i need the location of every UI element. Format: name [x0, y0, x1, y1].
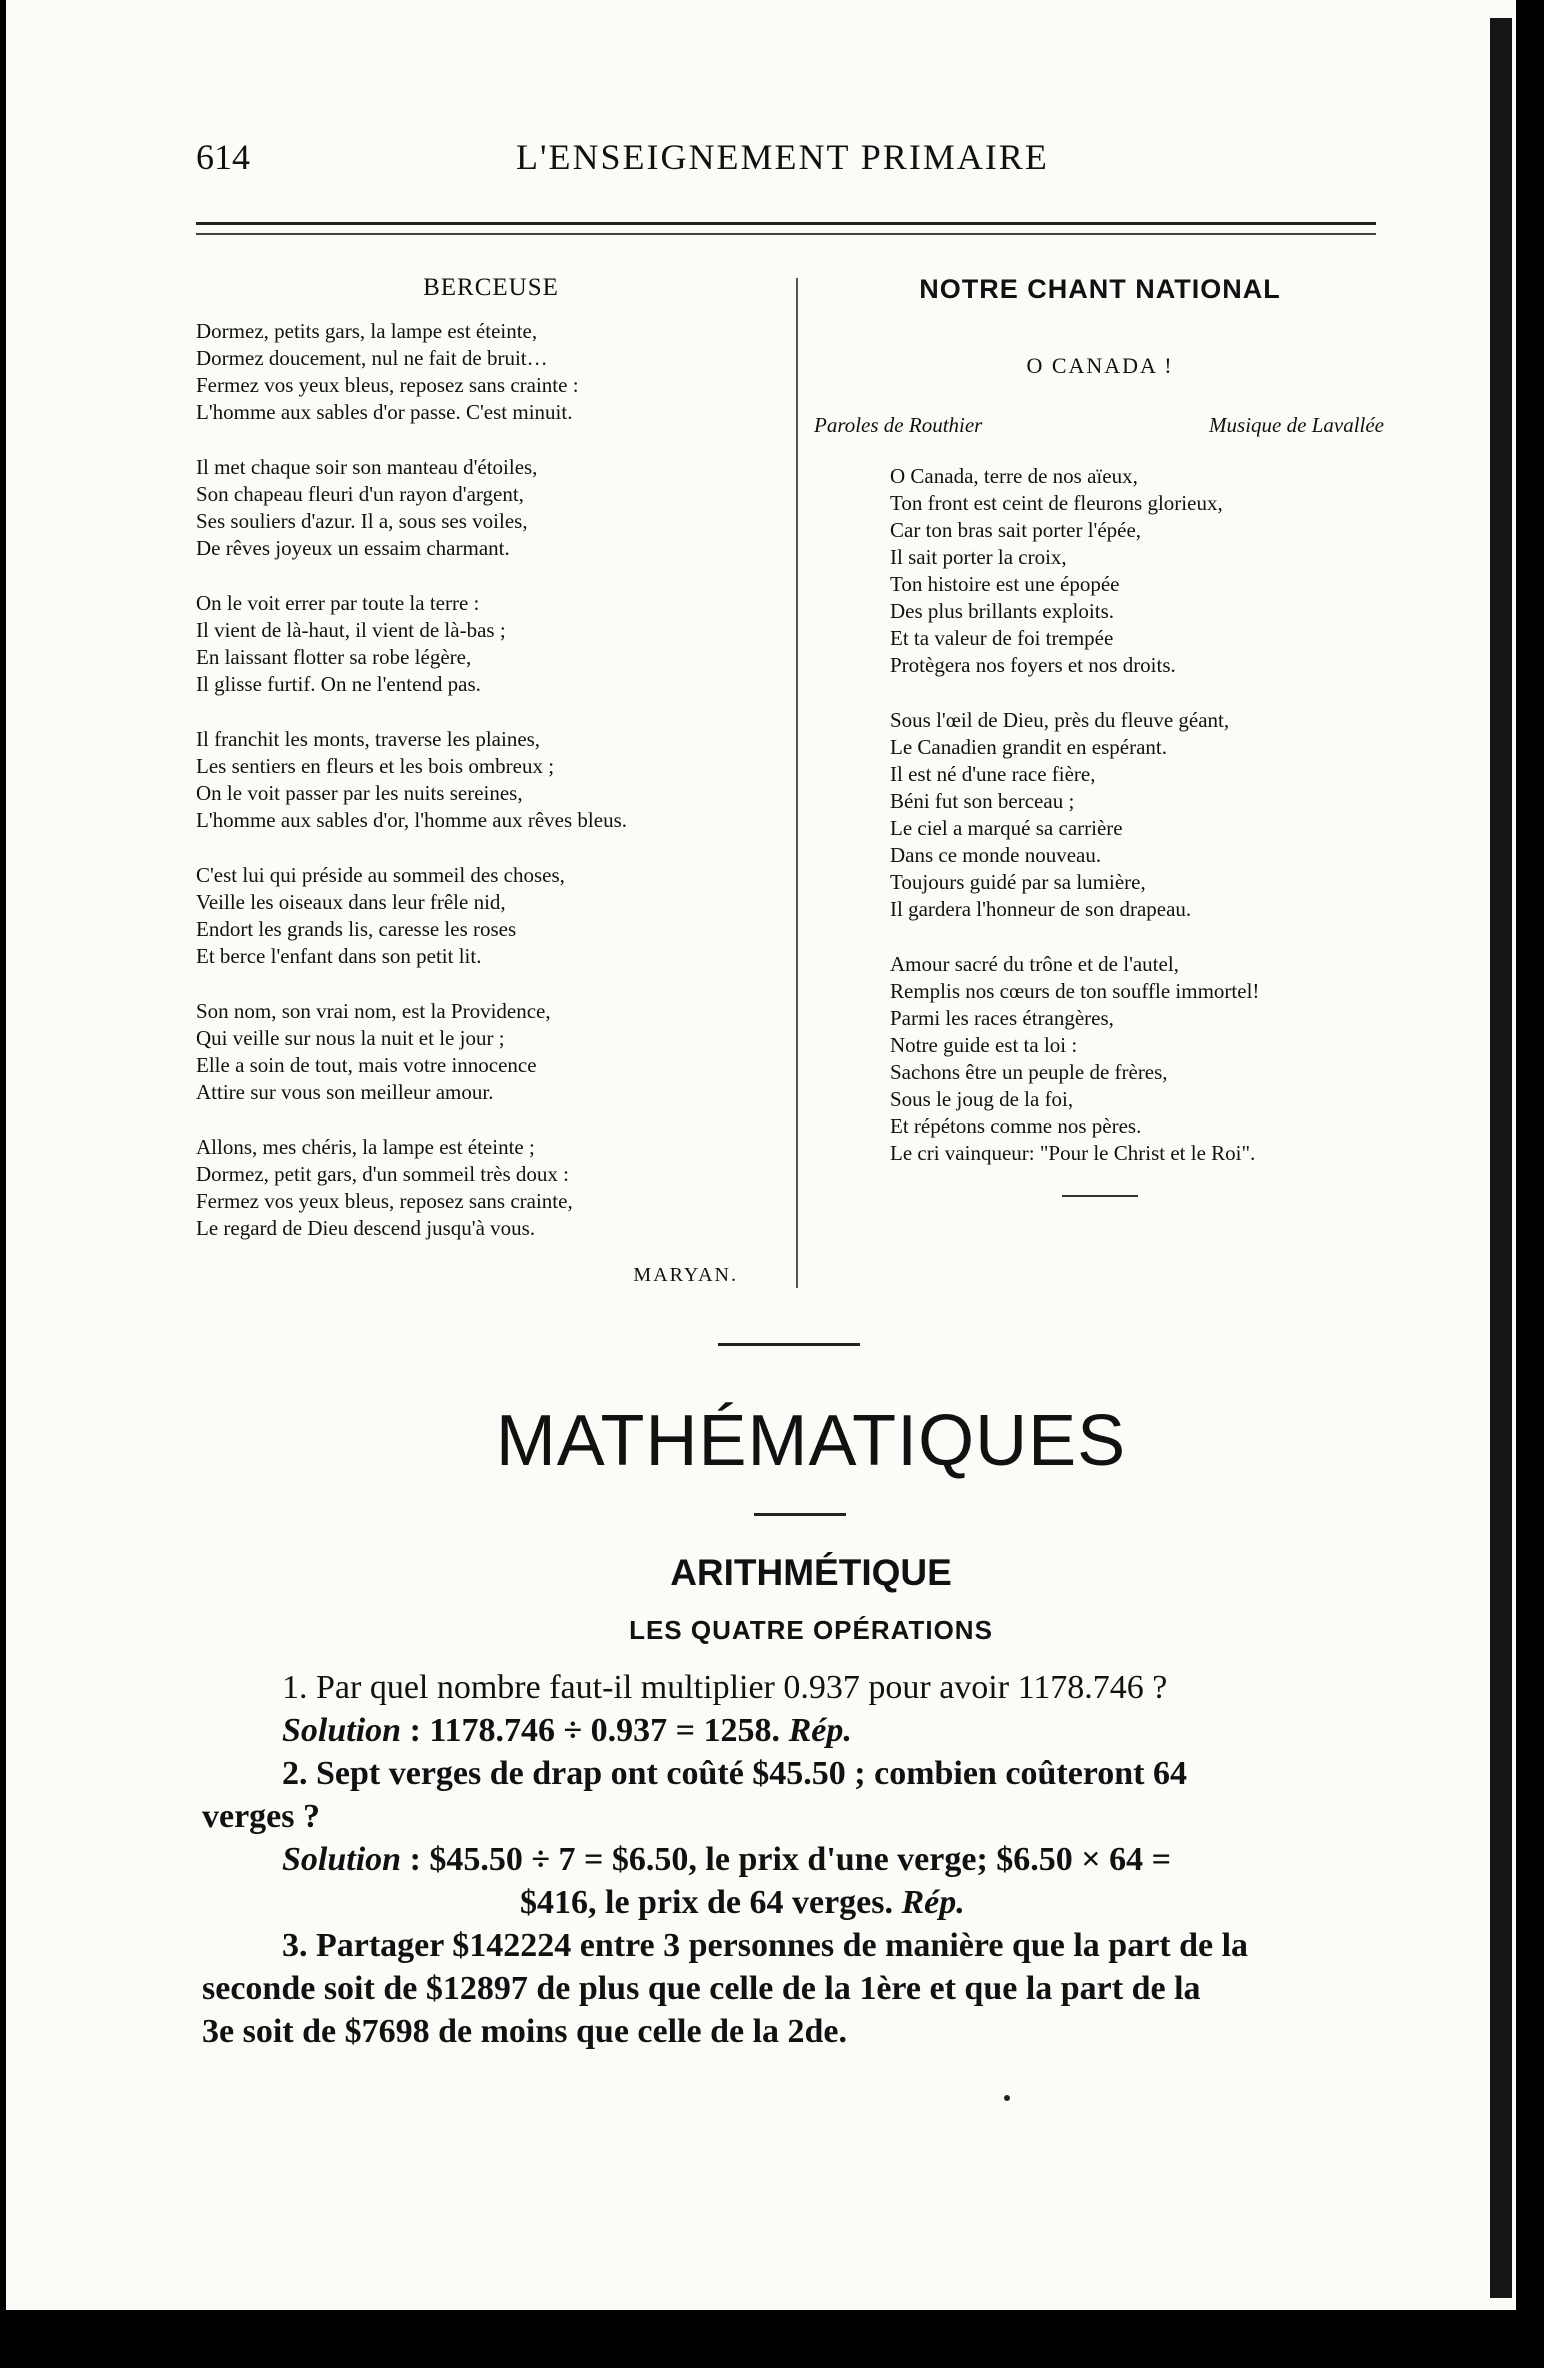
verse-line: Des plus brillants exploits. — [890, 599, 1114, 623]
verse-line: Et berce l'enfant dans son petit lit. — [196, 944, 482, 968]
solution-text: : 1178.746 ÷ 0.937 = 1258. — [401, 1712, 789, 1749]
solution-text: $416, le prix de 64 verges. — [520, 1884, 902, 1921]
section-title: MATHÉMATIQUES — [495, 1401, 1127, 1481]
verse-line: On le voit passer par les nuits sereines, — [196, 781, 523, 805]
verse-line: Et ta valeur de foi trempée — [890, 626, 1114, 650]
verse-line: Il gardera l'honneur de son drapeau. — [890, 897, 1192, 921]
verse-line: Parmi les races étrangères, — [890, 1006, 1114, 1030]
verse-line: Il vient de là-haut, il vient de là-bas ; — [196, 618, 506, 642]
stanza — [890, 463, 1390, 679]
chant-subtitle: O CANADA ! — [1026, 353, 1174, 378]
problem-2-solution-cont — [202, 1881, 1392, 1924]
verse-line: Le regard de Dieu descend jusqu'à vous. — [196, 1216, 536, 1240]
verse-line: Son chapeau fleuri d'un rayon d'argent, — [196, 482, 524, 506]
berceuse-stanzas — [196, 318, 786, 1242]
verse-line: Il sait porter la croix, — [890, 545, 1067, 569]
verse-line: C'est lui qui préside au sommeil des choses, — [196, 863, 565, 887]
problem-1-solution — [202, 1709, 1392, 1752]
page-header — [6, 136, 1486, 196]
stanza — [196, 454, 786, 562]
verse-line: Sachons être un peuple de frères, — [890, 1060, 1168, 1084]
verse-line: Il met chaque soir son manteau d'étoiles, — [196, 455, 538, 479]
stanza — [196, 726, 786, 834]
verse-line: Remplis nos cœurs de ton souffle immortel! — [890, 979, 1260, 1003]
stanza — [196, 590, 786, 698]
running-title: L'ENSEIGNEMENT PRIMAIRE — [516, 137, 1049, 177]
verse-line: Il glisse furtif. On ne l'entend pas. — [196, 672, 481, 696]
verse-line: Endort les grands lis, caresse les roses — [196, 917, 517, 941]
rep-label: Rép. — [788, 1712, 852, 1749]
chant-end-rule — [1062, 1195, 1138, 1197]
problem-3-line-2: seconde soit de $12897 de plus que celle de la 1ère et que la part de la — [202, 1970, 1201, 2007]
topic-title: LES QUATRE OPÉRATIONS — [629, 1615, 993, 1645]
chant-title: NOTRE CHANT NATIONAL — [919, 274, 1281, 304]
verse-line: L'homme aux sables d'or passe. C'est minuit. — [196, 400, 573, 424]
chant-stanzas — [810, 463, 1390, 1167]
subsection-title: ARITHMÉTIQUE — [670, 1552, 952, 1593]
verse-line: Allons, mes chéris, la lampe est éteinte ; — [196, 1135, 535, 1159]
verse-line: Ton front est ceint de fleurons glorieux, — [890, 491, 1223, 515]
chant-column — [810, 274, 1390, 1197]
page-number: 614 — [196, 137, 250, 177]
verse-line: Ton histoire est une épopée — [890, 572, 1120, 596]
verse-line: En laissant flotter sa robe légère, — [196, 645, 472, 669]
verse-line: Veille les oiseaux dans leur frêle nid, — [196, 890, 506, 914]
verse-line: Le ciel a marqué sa carrière — [890, 816, 1123, 840]
stanza — [196, 998, 786, 1106]
problem-2-line-2: verges ? — [202, 1798, 321, 1835]
verse-line: O Canada, terre de nos aïeux, — [890, 464, 1138, 488]
stanza — [196, 862, 786, 970]
problem-2-line-1: 2. Sept verges de drap ont coûté $45.50 ; combien coûteront 64 — [282, 1755, 1188, 1792]
verse-line: Toujours guidé par sa lumière, — [890, 870, 1146, 894]
header-rule — [196, 222, 1376, 235]
problem-3-line-3: 3e soit de $7698 de moins que celle de la 2de. — [202, 2013, 848, 2050]
verse-line: Il est né d'une race fière, — [890, 762, 1096, 786]
solution-label: Solution — [282, 1841, 402, 1878]
rep-label: Rép. — [901, 1884, 965, 1921]
verse-line: Amour sacré du trône et de l'autel, — [890, 952, 1179, 976]
verse-line: Sous l'œil de Dieu, près du fleuve géant, — [890, 708, 1230, 732]
problem-3-line-1: 3. Partager $142224 entre 3 personnes de manière que la part de la — [282, 1927, 1249, 1964]
verse-line: Les sentiers en fleurs et les bois ombreux ; — [196, 754, 555, 778]
berceuse-title: BERCEUSE — [423, 274, 559, 301]
problems — [202, 1666, 1392, 2053]
problem-2-solution — [202, 1838, 1392, 1881]
stanza — [890, 707, 1390, 923]
credit-music: Musique de Lavallée — [1209, 413, 1384, 437]
verse-line: Le Canadien grandit en espérant. — [890, 735, 1167, 759]
page-edge-shadow — [1490, 18, 1512, 2298]
solution-label: Solution — [282, 1712, 402, 1749]
verse-line: Car ton bras sait porter l'épée, — [890, 518, 1142, 542]
verse-line: Attire sur vous son meilleur amour. — [196, 1080, 494, 1104]
verse-line: Dormez doucement, nul ne fait de bruit… — [196, 346, 548, 370]
solution-text: : $45.50 ÷ 7 = $6.50, le prix d'une verge; $6.50 × 64 = — [401, 1841, 1172, 1878]
verse-line: Sous le joug de la foi, — [890, 1087, 1074, 1111]
verse-line: Notre guide est ta loi : — [890, 1033, 1078, 1057]
berceuse-signature: MARYAN. — [633, 1264, 738, 1286]
verse-line: Dormez, petit gars, d'un sommeil très doux : — [196, 1162, 569, 1186]
verse-line: Et répétons comme nos pères. — [890, 1114, 1142, 1138]
verse-line: Dans ce monde nouveau. — [890, 843, 1102, 867]
verse-line: Protègera nos foyers et nos droits. — [890, 653, 1176, 677]
verse-line: Le cri vainqueur: "Pour le Christ et le Roi". — [890, 1141, 1256, 1165]
verse-line: Qui veille sur nous la nuit et le jour ; — [196, 1026, 505, 1050]
verse-line: Ses souliers d'azur. Il a, sous ses voiles, — [196, 509, 528, 533]
stanza — [196, 318, 786, 426]
verse-line: L'homme aux sables d'or, l'homme aux rêves bleus. — [196, 808, 627, 832]
verse-line: On le voit errer par toute la terre : — [196, 591, 480, 615]
print-speck — [1004, 2095, 1010, 2101]
chant-credits — [810, 413, 1390, 443]
berceuse-column — [196, 274, 786, 1287]
stanza — [890, 951, 1390, 1167]
problem-1: 1. Par quel nombre faut-il multiplier 0.937 pour avoir 1178.746 ? — [282, 1669, 1168, 1706]
column-divider — [796, 278, 798, 1288]
verse-line: Il franchit les monts, traverse les plaines, — [196, 727, 541, 751]
verse-line: Dormez, petits gars, la lampe est éteinte, — [196, 319, 538, 343]
section-separator — [718, 1343, 860, 1346]
verse-line: Fermez vos yeux bleus, reposez sans crainte, — [196, 1189, 573, 1213]
verse-line: Fermez vos yeux bleus, reposez sans crainte : — [196, 373, 579, 397]
book-page — [6, 0, 1516, 2310]
verse-line: Son nom, son vrai nom, est la Providence, — [196, 999, 551, 1023]
verse-line: Elle a soin de tout, mais votre innocence — [196, 1053, 537, 1077]
section-title-rule — [754, 1513, 846, 1516]
credit-words: Paroles de Routhier — [814, 413, 983, 437]
verse-line: De rêves joyeux un essaim charmant. — [196, 536, 510, 560]
stanza — [196, 1134, 786, 1242]
verse-line: Béni fut son berceau ; — [890, 789, 1075, 813]
